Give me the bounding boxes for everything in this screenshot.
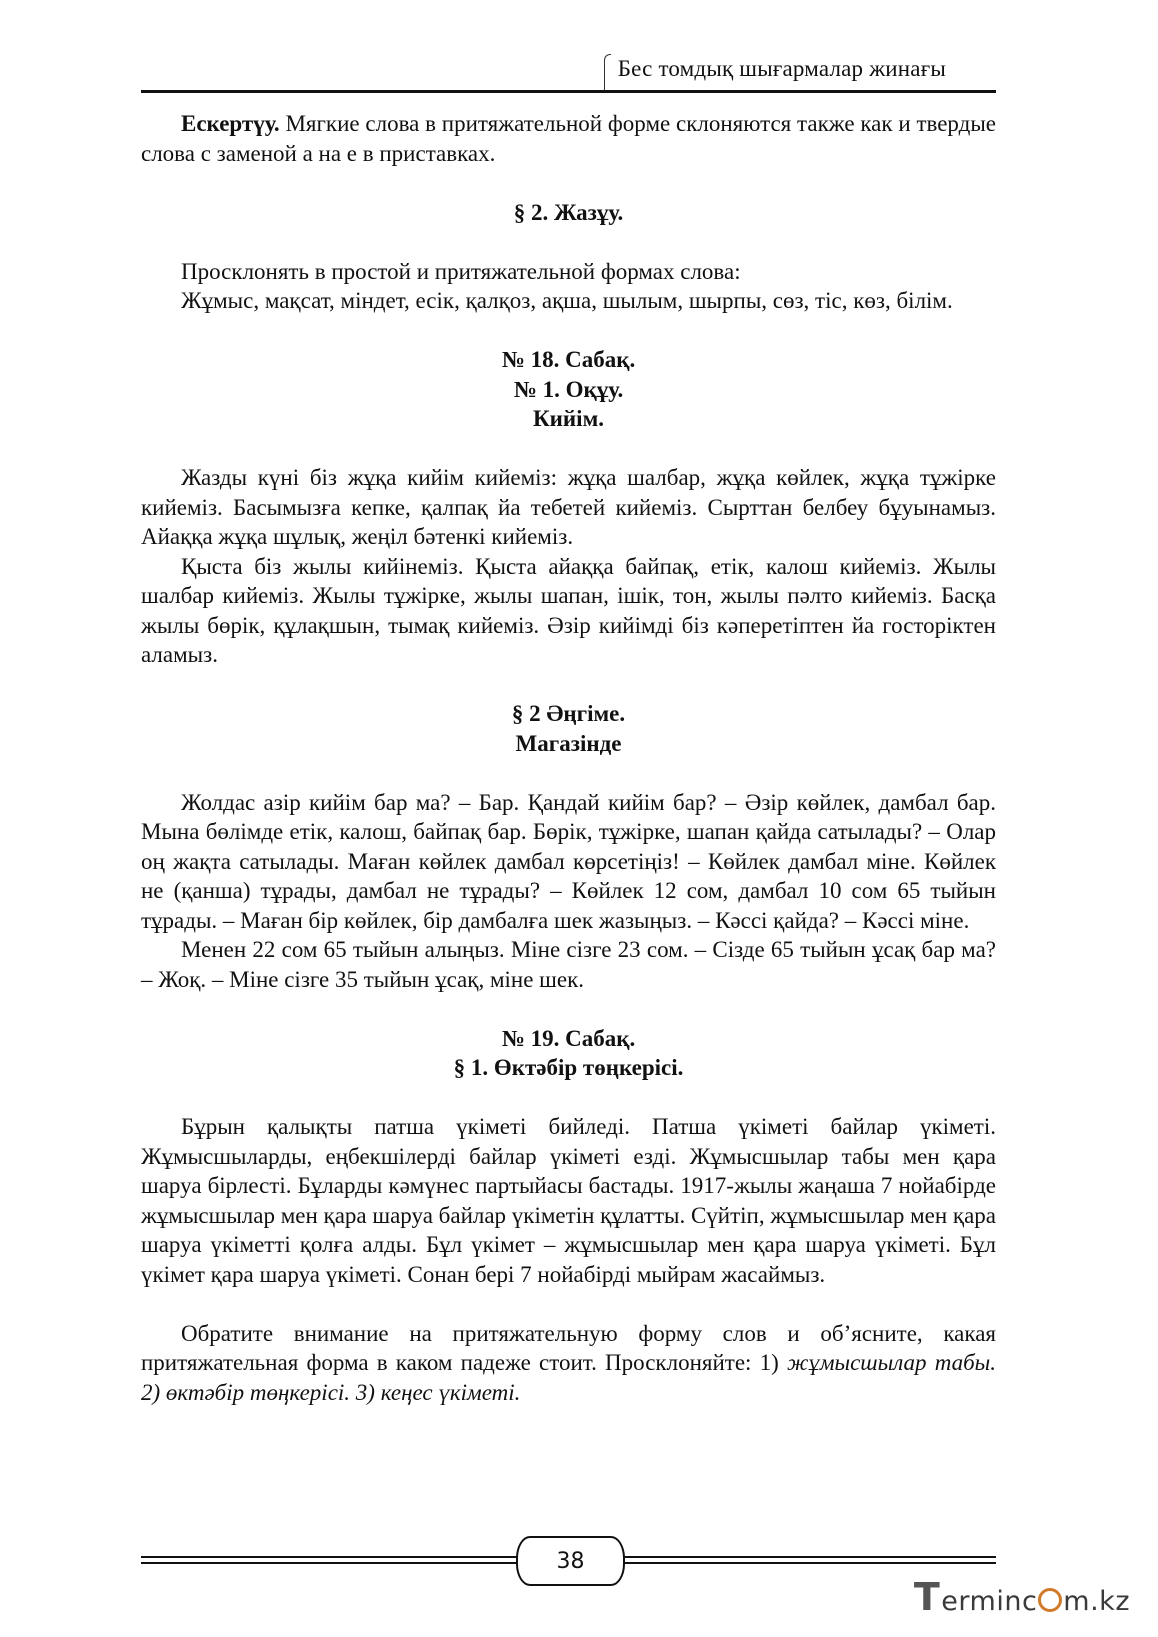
note-paragraph bbox=[141, 109, 996, 168]
running-header: Бес томдық шығармалар жинағы bbox=[617, 56, 946, 81]
site-watermark bbox=[914, 1575, 1130, 1619]
shop-heading: Магазінде bbox=[515, 730, 622, 756]
words-list: Жұмыс, мақсат, міндет, есік, қалқоз, ақша, шылым, шырпы, сөз, тіс, көз, білім. bbox=[181, 288, 953, 313]
task-1: Просклонять в простой и притяжательной формах слова: bbox=[181, 258, 741, 284]
clothes-paragraph-2: Қыста біз жылы кийінеміз. Қыста айаққа байпақ, етік, калош кийеміз. Жылы шалбар кийеміз. Жылы тұжірке, жылы шапан, ішік, тон, жылы пәлто кийеміз. Басқа жылы бөрік, құлақшын, тымақ кийеміз. Әзір кийімді біз кәперетіптен йа госторіктен аламыз. bbox=[141, 553, 996, 667]
clothes-paragraph-1: Жазды күні біз жұқа кийім кийеміз: жұқа шалбар, жұқа көйлек, жұқа тұжірке кийеміз. Басымызға кепке, қалпақ йа тебетей кийеміз. Сырттан белбеу бұуынамыз. Айаққа жұқа шұлық, жеңіл бәтенкі кийеміз. bbox=[141, 465, 996, 549]
watermark-ring-icon bbox=[1038, 1588, 1062, 1612]
lesson-19-heading: № 19. Сабақ. bbox=[501, 1025, 636, 1051]
task-2-italic: жұмысшылар табы. 2) өктәбір төңкерісі. 3) кеңес үкіметі. bbox=[141, 1350, 996, 1405]
watermark-text-1: erminc bbox=[941, 1586, 1038, 1617]
section-heading-writing: § 2. Жазұу. bbox=[513, 199, 624, 225]
footer-rule-right bbox=[619, 1556, 996, 1558]
footer-rule-left bbox=[141, 1556, 518, 1558]
october-paragraph: Бұрын қалықты патша үкіметі бийледі. Патша үкіметі байлар үкіметі. Жұмысшыларды, еңбекшілерді байлар үкіметі езді. Жұмысшылар табы мен қара шаруа бірлесті. Бұларды кәмүнес партыйасы бастады. 1917-жылы жаңаша 7 нойабірде жұмысшылар мен қара шаруа байлар үкіметін құлатты. Сүйтіп, жұмысшылар мен қара шаруа үкіметті қолға алды. Бұл үкімет – жұмысшылар мен қара шаруа үкіметі. Бұл үкімет қара шаруа үкіметі. Сонан бері 7 нойабірді мыйрам жасаймыз. bbox=[141, 1114, 996, 1287]
october-heading: § 1. Өктәбір төңкерісі. bbox=[453, 1055, 684, 1080]
shop-paragraph-2: Менен 22 сом 65 тыйын алыңыз. Міне сізге 23 сом. – Сізде 65 тыйын ұсақ бар ма? – Жоқ. – Міне сізге 35 тыйын ұсақ, міне шек. bbox=[141, 937, 996, 992]
shop-paragraph-1: Жолдас азір кийім бар ма? – Бар. Қандай кийім бар? – Әзір көйлек, дамбал бар. Мына бөлімде етік, калош, байпақ бар. Бөрік, тұжірке, шапан қайда сатылады? – Олар оң жақта сатылады. Маған көйлек дамбал көрсетіңіз! – Көйлек дамбал міне. Көйлек не (қанша) тұрады, дамбал не тұрады? – Көйлек 12 сом, дамбал 10 сом 65 тыйын тұрады. – Маған бір көйлек, бір дамбалға шек жазыңыз. – Кәссі қайда? – Кәссі міне. bbox=[141, 789, 996, 933]
note-label: Ескертүу. bbox=[181, 111, 280, 136]
watermark-letter: T bbox=[913, 1575, 941, 1619]
header-rule bbox=[141, 90, 996, 93]
header-bracket bbox=[604, 54, 611, 91]
note-text: Мягкие слова в притяжательной форме склоняются также как и твердые слова с заменой а на е в приставках. bbox=[141, 111, 996, 166]
conversation-heading: § 2 Әңгіме. bbox=[511, 701, 626, 726]
footer-rule-right-thin bbox=[619, 1562, 996, 1564]
clothes-heading: Кийім. bbox=[533, 406, 604, 431]
footer-rule-left-thin bbox=[141, 1562, 518, 1564]
reading-heading: № 1. Оқұу. bbox=[513, 376, 624, 402]
page-body bbox=[141, 109, 996, 1407]
page-number: 38 bbox=[516, 1536, 625, 1586]
task-2-text: Обратите внимание на притяжательную форму слов и об’ясните, какая притяжательная форма в каком падеже стоит. Просклоняйте: 1) bbox=[141, 1320, 996, 1375]
lesson-18-heading: № 18. Сабақ. bbox=[501, 347, 636, 372]
task-2 bbox=[141, 1319, 996, 1408]
watermark-text-2: m.kz bbox=[1063, 1586, 1130, 1617]
